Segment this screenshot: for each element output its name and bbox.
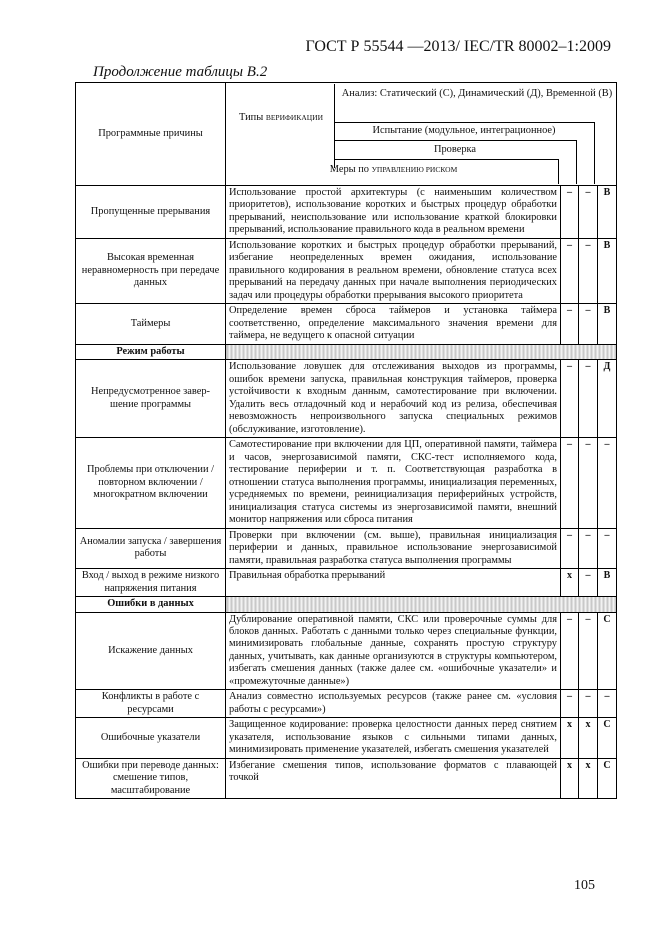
analysis-mark-cell: Д	[598, 360, 617, 438]
check-mark-cell: х	[561, 718, 579, 758]
table-header-row	[76, 83, 617, 186]
section-title: Ошибки в данных	[76, 597, 226, 612]
measure-cell: Использование ловушек для отслеживания выходов из программы, ошибок времени запуска, правильная конструкция таймеров, проверка устойчивости к входным данным, самотестирование при включении. Удалить весь отладочный код и нерабочий код из релиза, обеспечивая невозможность непроизвольного запуска специальных режимов (обслуживание, изготовление).	[226, 360, 561, 438]
header-measures-main: Меры по	[329, 164, 369, 175]
table-row	[76, 238, 617, 303]
analysis-mark-cell: В	[598, 186, 617, 239]
table-row	[76, 690, 617, 718]
testing-mark-cell: –	[579, 528, 598, 568]
check-mark-cell: –	[561, 528, 579, 568]
table-row	[76, 718, 617, 758]
table-row	[76, 612, 617, 690]
header-cause	[76, 83, 226, 186]
section-row	[76, 344, 617, 359]
measure-cell: Правильная обработка прерываний	[226, 569, 561, 597]
header-cause-text: Программные причины	[98, 127, 203, 139]
check-mark-cell: х	[561, 758, 579, 798]
section-title: Режим работы	[76, 344, 226, 359]
header-types	[226, 83, 617, 186]
testing-mark-cell: х	[579, 758, 598, 798]
cause-cell: Искажение данных	[76, 612, 226, 690]
measure-cell: Защищенное кодирование: проверка целостности данных перед снятием указателя, использование языков с сильными типами данных, минимизировать применение указателей, избегать смешения указателей	[226, 718, 561, 758]
cause-cell: Пропущенные прерывания	[76, 186, 226, 239]
table-row	[76, 528, 617, 568]
check-mark-cell: –	[561, 186, 579, 239]
section-fill	[226, 597, 617, 612]
cause-cell: Проблемы при отключении / повторном включении / многократном включении	[76, 438, 226, 528]
header-line-testing-v	[576, 140, 577, 184]
table-row	[76, 360, 617, 438]
measure-cell: Проверки при включении (см. выше), правильная инициализация периферии и данных, правильное использование энергозависимой памяти, правильная разработка статуса выполнения программы	[226, 528, 561, 568]
testing-mark-cell: –	[579, 612, 598, 690]
measure-cell: Анализ совместно используемых ресурсов (также ранее см. «условия работы с ресурсами»)	[226, 690, 561, 718]
measure-cell: Самотестирование при включении для ЦП, оперативной памяти, таймера и часов, энергозависимой памяти, СКС-тест исполняемого кода, тестирование периферии и т. п. Соответствующая разработка в отношении статуса выполнения программы, инициализация переменных, усредняемых по времени, реинициализация периферийных устройств, инициализация статуса системы из энергозависимой памяти, внешний монитор напряжения или сброса питания	[226, 438, 561, 528]
testing-mark-cell: –	[579, 690, 598, 718]
cause-cell: Конфликты в работе с ресурсами	[76, 690, 226, 718]
table-row	[76, 758, 617, 798]
analysis-mark-cell: В	[598, 238, 617, 303]
check-mark-cell: –	[561, 612, 579, 690]
table-row	[76, 438, 617, 528]
section-fill	[226, 344, 617, 359]
header-measures-small: УПРАВЛЕНИЮ РИСКОМ	[371, 165, 458, 174]
header-measures	[229, 164, 558, 176]
check-mark-cell: –	[561, 438, 579, 528]
header-line-testing	[334, 140, 576, 141]
header-types-main: Типы	[239, 112, 264, 123]
testing-mark-cell: –	[579, 238, 598, 303]
header-analysis: Анализ: Статический (С), Динамический (Д), Временной (В)	[341, 88, 613, 99]
analysis-mark-cell: С	[598, 758, 617, 798]
analysis-mark-cell: –	[598, 438, 617, 528]
check-mark-cell: –	[561, 690, 579, 718]
header-line-analysis-v	[594, 122, 595, 184]
cause-cell: Ошибочные указатели	[76, 718, 226, 758]
header-types-label	[231, 112, 331, 124]
measure-cell: Избегание смешения типов, использование форматов с плавающей точкой	[226, 758, 561, 798]
check-mark-cell: х	[561, 569, 579, 597]
testing-mark-cell: х	[579, 718, 598, 758]
testing-mark-cell: –	[579, 304, 598, 344]
cause-cell: Таймеры	[76, 304, 226, 344]
section-row	[76, 597, 617, 612]
header-check: Проверка	[433, 144, 477, 155]
cause-cell: Вход / выход в режиме низкого напряжения питания	[76, 569, 226, 597]
check-mark-cell: –	[561, 304, 579, 344]
testing-mark-cell: –	[579, 360, 598, 438]
table-row	[76, 304, 617, 344]
analysis-mark-cell: –	[598, 528, 617, 568]
table-caption: Продолжение таблицы В.2	[93, 64, 268, 80]
header-types-box	[229, 84, 613, 184]
analysis-mark-cell: –	[598, 690, 617, 718]
check-mark-cell: –	[561, 238, 579, 303]
testing-mark-cell: –	[579, 438, 598, 528]
testing-mark-cell: –	[579, 569, 598, 597]
header-testing: Испытание (модульное, интеграционное)	[372, 125, 556, 136]
verification-table	[75, 82, 617, 799]
analysis-mark-cell: С	[598, 612, 617, 690]
analysis-mark-cell: С	[598, 718, 617, 758]
analysis-mark-cell: В	[598, 569, 617, 597]
measure-cell: Использование коротких и быстрых процедур обработки прерываний, избегание неопределенных времен ожидания, использование правильного кодирования в реальном времени, обновление статуса всех прерываний на передачу данных при начале выполнения периодических задач или процедуры обработки прерывания высокого приоритета	[226, 238, 561, 303]
analysis-mark-cell: В	[598, 304, 617, 344]
table-row	[76, 186, 617, 239]
header-line-analysis	[334, 122, 594, 123]
measure-cell: Определение времен сброса таймеров и установка таймера соответственно, определение максимального значения времени для таймера, не ведущего к опасной ситуации	[226, 304, 561, 344]
check-mark-cell: –	[561, 360, 579, 438]
header-line-check	[334, 159, 558, 160]
page-number: 105	[574, 878, 595, 893]
cause-cell: Аномалии запуска / завершения работы	[76, 528, 226, 568]
page-header: ГОСТ Р 55544 —2013/ IEC/TR 80002–1:2009	[305, 38, 611, 55]
cause-cell: Непредусмотренное завер-шение программы	[76, 360, 226, 438]
header-line-check-v	[558, 159, 559, 184]
cause-cell: Ошибки при переводе данных: смешение типов, масштабирование	[76, 758, 226, 798]
measure-cell: Использование простой архитектуры (с наименьшим количеством приоритетов), использование коротких и быстрых процедур обработки прерываний, неиспользование или использование краткой блокировки прерываний, использование правильного кода в реальном времени	[226, 186, 561, 239]
table-row	[76, 569, 617, 597]
header-types-small: ВЕРИФИКАЦИИ	[265, 113, 323, 122]
measure-cell: Дублирование оперативной памяти, СКС или проверочные суммы для блоков данных. Работать с данными только через специальные функции, минимизировать глобальные данные, сохранять простую структуру данных, учитывать, как данные организуются в структуры компьютером, избегать смешения данных (также далее см. «ошибочные указатели» и «промежуточные данные»)	[226, 612, 561, 690]
testing-mark-cell: –	[579, 186, 598, 239]
cause-cell: Высокая временная неравномерность при передаче данных	[76, 238, 226, 303]
